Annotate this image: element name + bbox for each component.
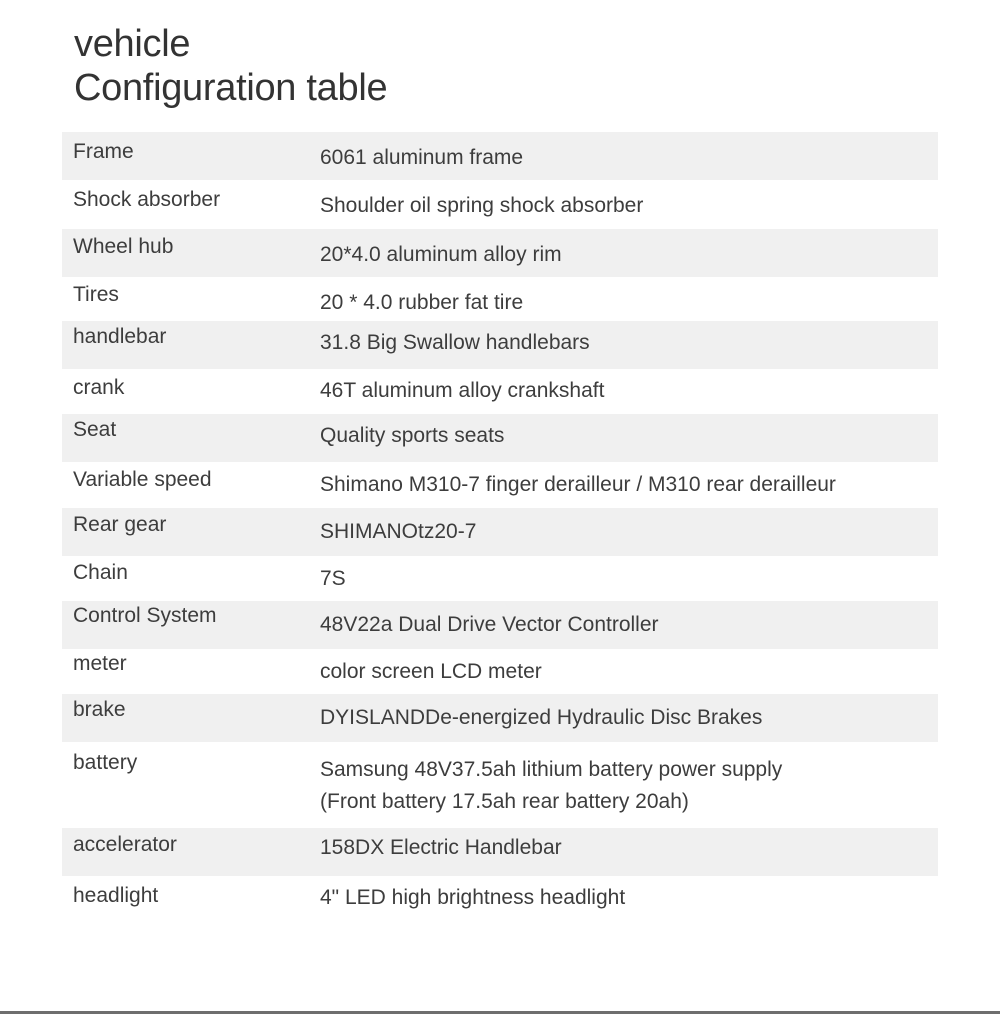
row-label: Control System bbox=[73, 604, 217, 627]
row-value: Shimano M310-7 finger derailleur / M310 rear derailleur bbox=[320, 473, 836, 496]
row-value: 158DX Electric Handlebar bbox=[320, 836, 562, 859]
row-value: Quality sports seats bbox=[320, 424, 505, 447]
table-row-brake bbox=[62, 694, 938, 742]
row-value: DYISLANDDe-energized Hydraulic Disc Brakes bbox=[320, 706, 763, 729]
row-value: 20*4.0 aluminum alloy rim bbox=[320, 243, 562, 266]
row-value bbox=[320, 754, 782, 818]
row-value: 46T aluminum alloy crankshaft bbox=[320, 379, 605, 402]
table-row-control-system bbox=[62, 601, 938, 649]
row-label: Wheel hub bbox=[73, 235, 174, 258]
row-value: 7S bbox=[320, 567, 346, 590]
page-title-line-2: Configuration table bbox=[74, 67, 388, 109]
row-label: battery bbox=[73, 751, 138, 774]
row-label: brake bbox=[73, 698, 126, 721]
table-row-battery bbox=[62, 742, 938, 828]
row-value: SHIMANOtz20-7 bbox=[320, 520, 477, 543]
row-value: 4" LED high brightness headlight bbox=[320, 886, 626, 909]
page-title-line-1: vehicle bbox=[74, 23, 191, 65]
row-label: Rear gear bbox=[73, 513, 167, 536]
table-row-variable-speed bbox=[62, 462, 938, 508]
table-row-wheel-hub bbox=[62, 229, 938, 277]
table-row-accelerator bbox=[62, 828, 938, 876]
row-label: Chain bbox=[73, 561, 128, 584]
table-row-rear-gear bbox=[62, 508, 938, 556]
table-row-crank bbox=[62, 369, 938, 414]
row-value: 48V22a Dual Drive Vector Controller bbox=[320, 613, 659, 636]
row-label: Tires bbox=[73, 283, 119, 306]
row-label: Variable speed bbox=[73, 468, 212, 491]
table-row-seat bbox=[62, 414, 938, 462]
row-label: meter bbox=[73, 652, 127, 675]
row-label: Seat bbox=[73, 418, 117, 441]
row-value: color screen LCD meter bbox=[320, 660, 542, 683]
table-row-headlight bbox=[62, 876, 938, 922]
table-row-frame bbox=[62, 132, 938, 180]
row-value: 31.8 Big Swallow handlebars bbox=[320, 331, 590, 354]
row-label: Shock absorber bbox=[73, 188, 221, 211]
row-value: 20 * 4.0 rubber fat tire bbox=[320, 291, 524, 314]
row-label: headlight bbox=[73, 884, 159, 907]
row-value-line-1: Samsung 48V37.5ah lithium battery power supply bbox=[320, 758, 783, 781]
row-label: crank bbox=[73, 376, 125, 399]
table-row-handlebar bbox=[62, 321, 938, 369]
row-label: Frame bbox=[73, 140, 134, 163]
configuration-table bbox=[62, 132, 938, 922]
row-value: Shoulder oil spring shock absorber bbox=[320, 194, 644, 217]
row-value-line-2: (Front battery 17.5ah rear battery 20ah) bbox=[320, 790, 689, 813]
table-row-tires bbox=[62, 277, 938, 321]
page-title bbox=[74, 22, 387, 110]
row-label: accelerator bbox=[73, 833, 177, 856]
row-label: handlebar bbox=[73, 325, 167, 348]
table-row-shock-absorber bbox=[62, 180, 938, 229]
table-row-chain bbox=[62, 556, 938, 601]
table-row-meter bbox=[62, 649, 938, 694]
row-value: 6061 aluminum frame bbox=[320, 146, 524, 169]
